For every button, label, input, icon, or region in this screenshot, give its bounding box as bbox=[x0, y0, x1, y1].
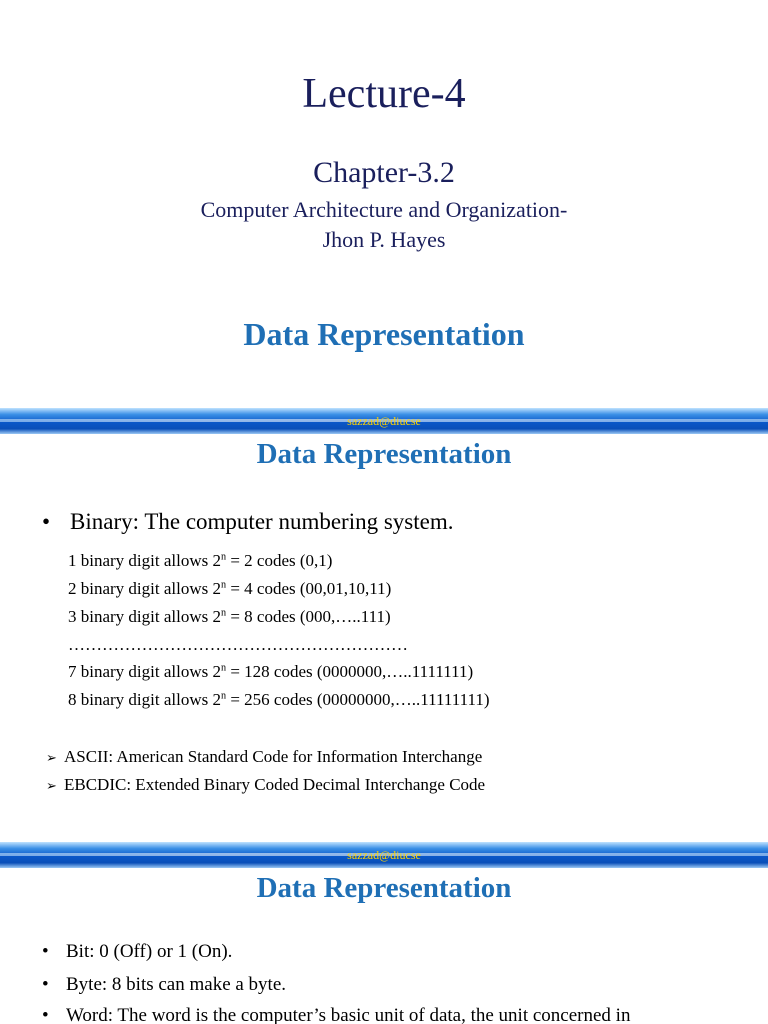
binary-slide bbox=[0, 434, 768, 842]
binary-row bbox=[68, 579, 391, 599]
divider-footer-text: sazzad@diucse bbox=[347, 848, 421, 862]
arrow-item bbox=[46, 747, 482, 767]
lecture-title: Lecture-4 bbox=[302, 71, 466, 117]
divider-footer-text: sazzad@diucse bbox=[347, 414, 421, 428]
row-text: = 2 codes (0,1) bbox=[226, 551, 333, 570]
bullet-text: Word: The word is the computer’s basic unit of data, the unit concerned in bbox=[66, 1005, 631, 1024]
row-text: = 8 codes (000,…..111) bbox=[226, 607, 391, 626]
bullet-text: Binary: The computer numbering system. bbox=[70, 509, 454, 534]
book-author: Jhon P. Hayes bbox=[322, 227, 446, 252]
binary-row bbox=[68, 662, 473, 682]
chapter-title: Chapter-3.2 bbox=[313, 156, 455, 189]
row-text: = 128 codes (0000000,…..1111111) bbox=[226, 662, 474, 681]
book-title: Computer Architecture and Organization- bbox=[200, 197, 568, 222]
topic-title: Data Representation bbox=[243, 316, 525, 352]
arrow-bullet-icon: ➢ bbox=[46, 778, 57, 793]
binary-row bbox=[68, 551, 332, 571]
row-exponent: n bbox=[220, 579, 227, 591]
row-exponent: n bbox=[220, 607, 227, 619]
binary-row bbox=[68, 690, 490, 710]
bullet-text: Bit: 0 (Off) or 1 (On). bbox=[66, 941, 233, 962]
row-text: 1 binary digit allows 2 bbox=[68, 551, 221, 570]
row-text: 2 binary digit allows 2 bbox=[68, 579, 221, 598]
bullet-item bbox=[42, 941, 232, 963]
bullet-text: Byte: 8 bits can make a byte. bbox=[66, 974, 287, 995]
arrow-item bbox=[46, 775, 485, 795]
bullet-item bbox=[42, 1005, 630, 1024]
bullet-dot: • bbox=[42, 1005, 49, 1024]
bullet-dot: • bbox=[42, 509, 51, 534]
row-text: 8 binary digit allows 2 bbox=[68, 690, 221, 709]
binary-row bbox=[68, 635, 408, 655]
row-exponent: n bbox=[220, 551, 227, 563]
bullet-dot: • bbox=[42, 941, 49, 962]
bullet-dot: • bbox=[42, 974, 49, 995]
row-text: 7 binary digit allows 2 bbox=[68, 662, 221, 681]
row-text: = 4 codes (00,01,10,11) bbox=[226, 579, 392, 598]
row-exponent: n bbox=[220, 662, 227, 674]
bullet-item bbox=[42, 974, 286, 996]
bits-slide bbox=[0, 868, 768, 1024]
bullet-item bbox=[42, 509, 453, 535]
arrow-bullet-icon: ➢ bbox=[46, 750, 57, 765]
row-text: …………………………………………………… bbox=[68, 635, 408, 654]
slide-title: Data Representation bbox=[256, 438, 512, 470]
slide-divider bbox=[0, 842, 768, 868]
arrow-item-text: ASCII: American Standard Code for Information Interchange bbox=[64, 747, 483, 766]
title-slide bbox=[0, 0, 768, 408]
row-exponent: n bbox=[220, 690, 227, 702]
arrow-item-text: EBCDIC: Extended Binary Coded Decimal Interchange Code bbox=[64, 775, 486, 794]
slide-title: Data Representation bbox=[256, 872, 512, 904]
binary-row bbox=[68, 607, 391, 627]
row-text: = 256 codes (00000000,…..11111111) bbox=[226, 690, 490, 709]
row-text: 3 binary digit allows 2 bbox=[68, 607, 221, 626]
slide-divider bbox=[0, 408, 768, 434]
